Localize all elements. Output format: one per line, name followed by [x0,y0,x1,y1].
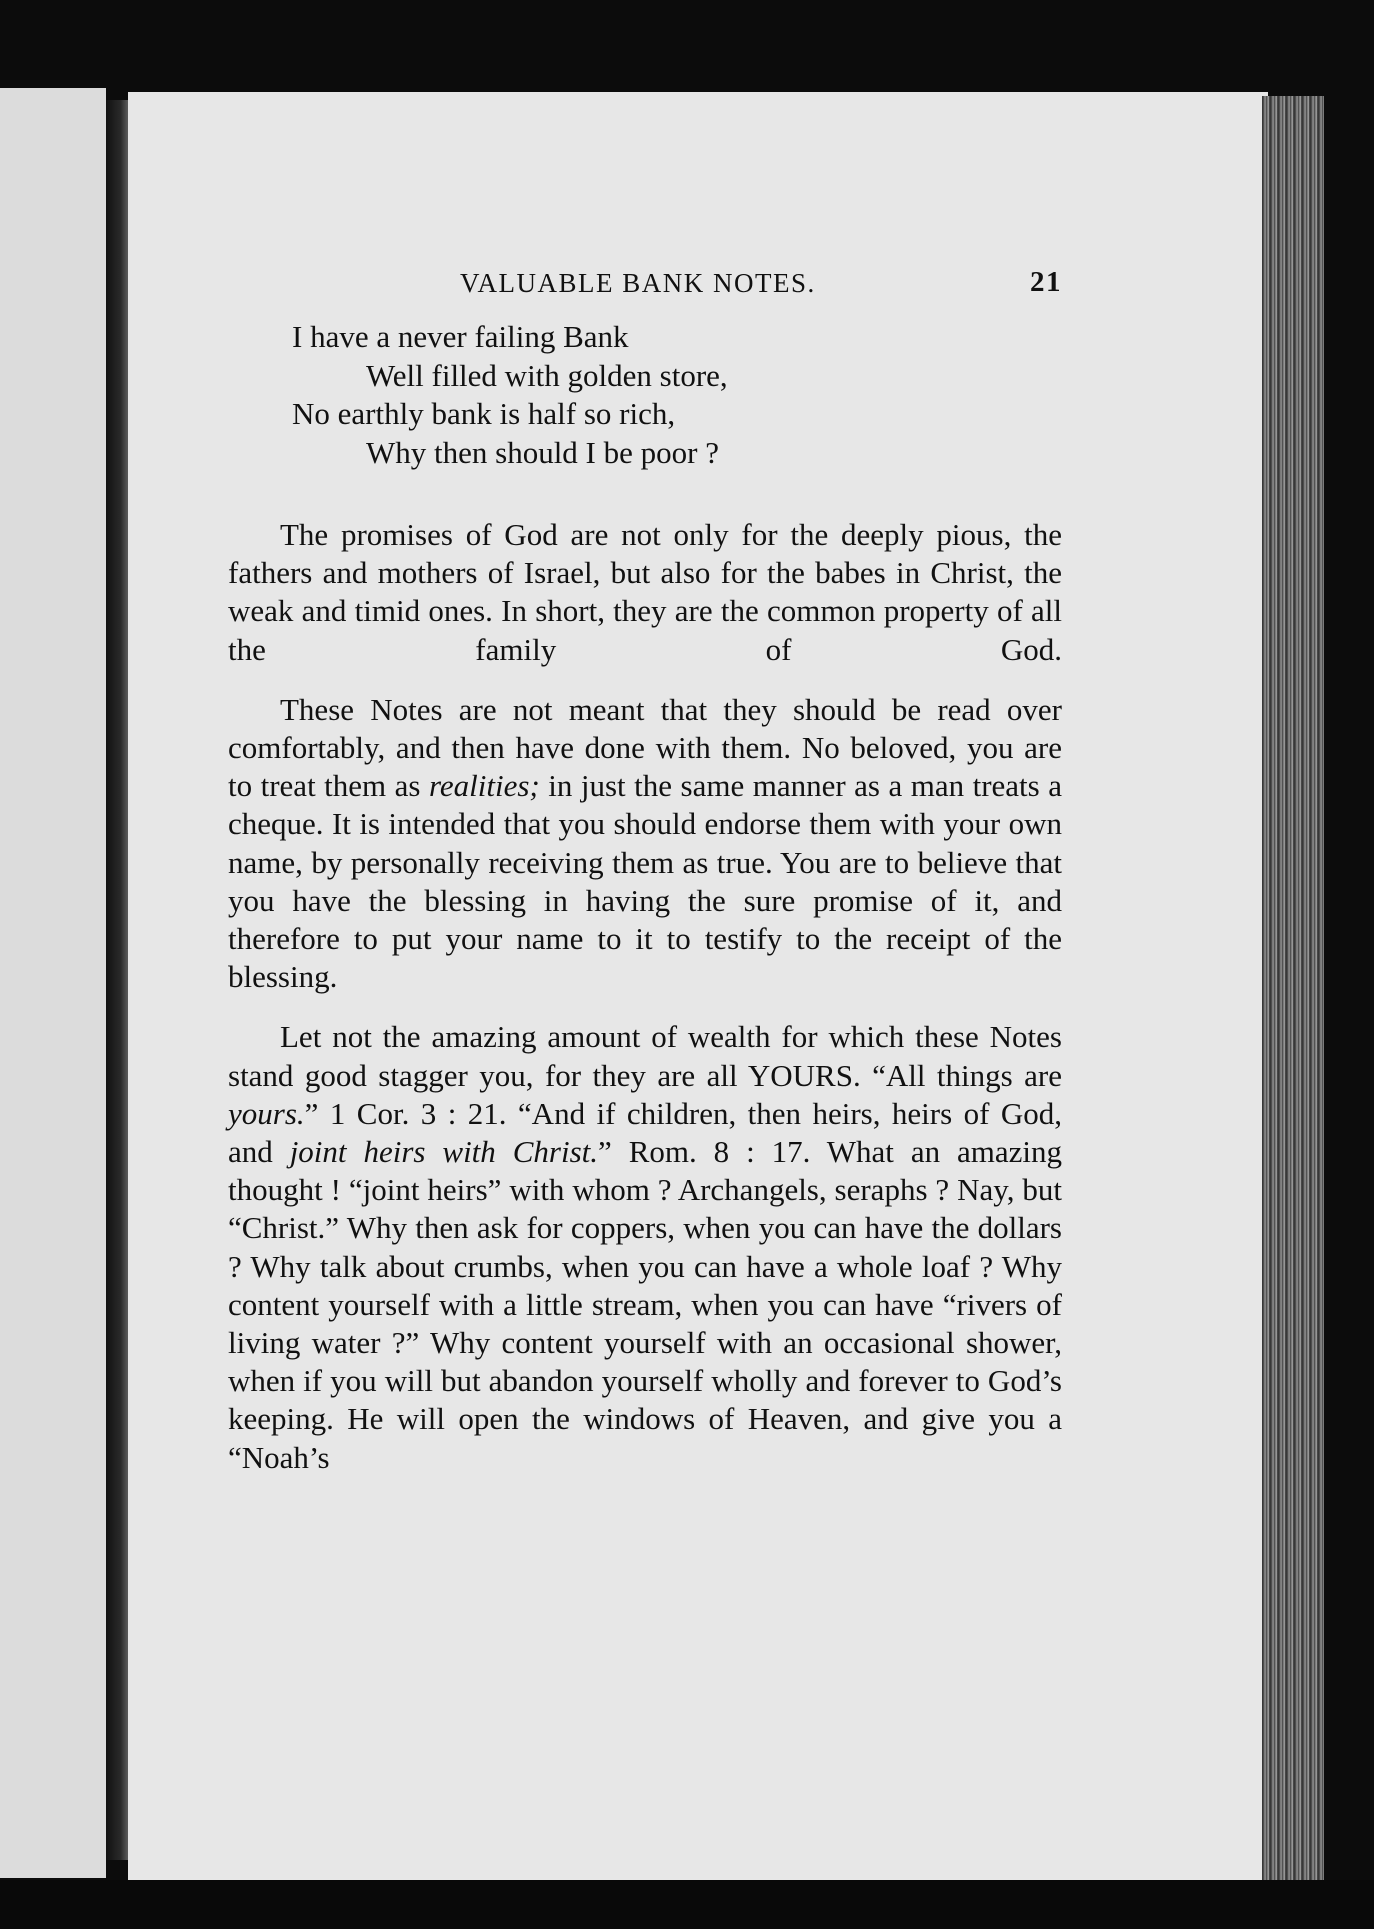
paragraph: These Notes are not meant that they should be read over comfortably, and then have done with them. No beloved, you are to treat them as realities; in just the same manner as a man treats a cheque. It is intended that you should endorse them with your own name, by personally receiving them as true. You are to believe that you have the blessing in having the sure promise of it, and therefore to put your name to it to testify to the receipt of the blessing. [228,691,1062,995]
emphasis-text: joint [289,1134,347,1170]
book-gutter [106,100,130,1860]
poem-stanza [228,318,1062,472]
poem-line: Well filled with golden store, [366,357,728,393]
emphasis-text: realities; [428,768,540,804]
running-head [228,262,1062,306]
poem-line: I have a never failing Bank [292,319,629,354]
facing-page-edge [0,88,106,1878]
emphasis-text: heirs with Christ. [363,1134,599,1170]
poem-line: Why then should I be poor ? [366,434,719,470]
page-text-block [228,262,1062,1477]
emphasis-text: yours. [228,1095,305,1131]
scan-background [0,1880,1374,1929]
page-stack-edge [1262,96,1324,1892]
paragraph: Let not the amazing amount of wealth for which these Notes stand good stagger you, for they are all YOURS. “All things are yours.” 1 Cor. 3 : 21. “And if children, then heirs, heirs of God, and joint heirs with Christ.” Rom. 8 : 17. What an amazing thought ! “joint heirs” with whom ? Archangels, seraphs ? Nay, but “Christ.” Why then ask for coppers, when you can have the dollars ? Why talk about crumbs, when you can have a whole loaf ? Why content yourself with a little stream, when you can have “rivers of living water ?” Why content yourself with an occasional shower, when if you will but abandon yourself wholly and forever to God’s keeping. He will open the windows of Heaven, and give you a “Noah’s [228,1019,1063,1475]
running-head-title: VALUABLE BANK NOTES. [460,268,816,298]
page-number: 21 [1030,266,1062,298]
poem-line: No earthly bank is half so rich, [292,396,676,431]
paragraph: The promises of God are not only for the deeply pious, the fathers and mothers of Israel, but also for the babes in Christ, the weak and timid ones. In short, they are the common property of all the family of God. [228,517,1062,667]
